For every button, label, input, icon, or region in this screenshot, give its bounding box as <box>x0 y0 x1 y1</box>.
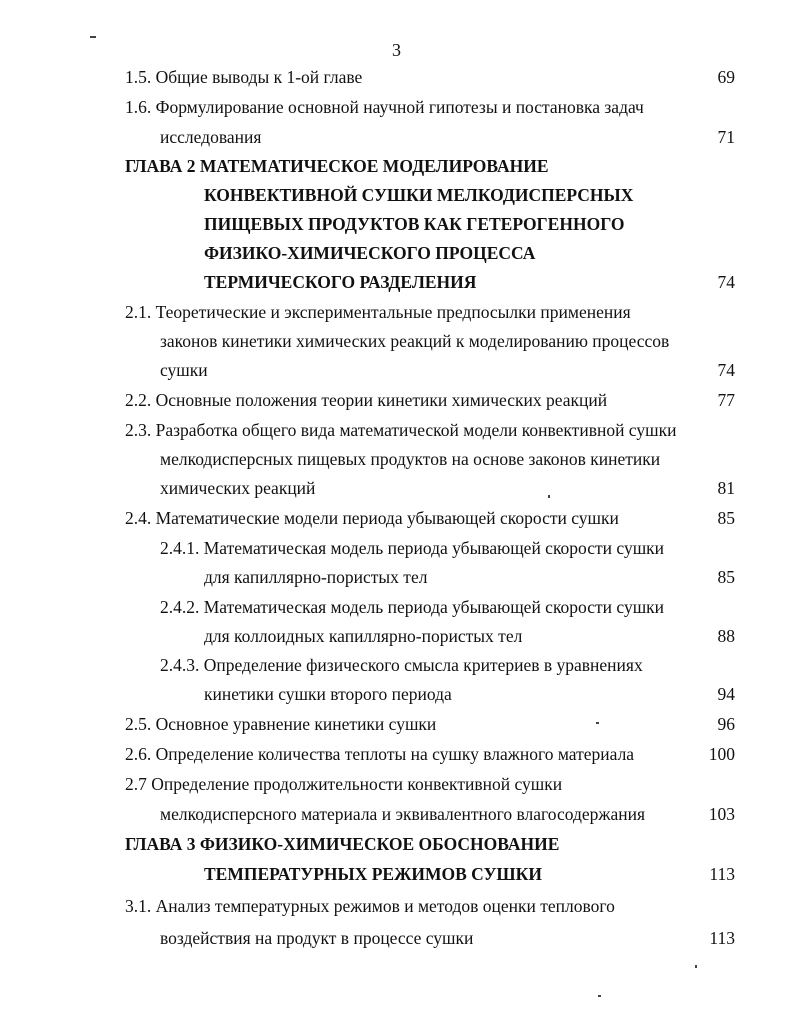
toc-entry-2-4: 2.4. Математические модели периода убывающей скорости сушки <box>125 508 619 528</box>
toc-entry-2-4-3-line1: 2.4.3. Определение физического смысла критериев в уравнениях <box>160 655 643 675</box>
chapter-3-title-line1: ГЛАВА 3 ФИЗИКО-ХИМИЧЕСКОЕ ОБОСНОВАНИЕ <box>125 834 560 854</box>
toc-page-2-2: 77 <box>717 390 735 410</box>
scan-speck <box>596 722 599 724</box>
toc-page-1-5: 69 <box>717 67 735 87</box>
toc-page-2-3: 81 <box>717 478 735 498</box>
toc-page-2-1: 74 <box>717 360 735 380</box>
toc-page-1-6: 71 <box>717 127 735 147</box>
scan-speck <box>598 995 601 997</box>
scan-speck <box>695 965 697 968</box>
toc-page-chapter-3: 113 <box>709 864 735 884</box>
toc-entry-2-7-line1: 2.7 Определение продолжительности конвективной сушки <box>125 774 563 794</box>
toc-page-2-6: 100 <box>708 744 735 764</box>
toc-entry-2-4-3-line2: кинетики сушки второго периода <box>204 684 452 704</box>
toc-page-chapter-2: 74 <box>717 272 735 292</box>
scan-speck <box>90 36 96 38</box>
toc-entry-1-5: 1.5. Общие выводы к 1-ой главе <box>125 67 363 87</box>
chapter-2-title-line5: ТЕРМИЧЕСКОГО РАЗДЕЛЕНИЯ <box>204 272 477 292</box>
toc-entry-2-1-line1: 2.1. Теоретические и экспериментальные предпосылки применения <box>125 302 631 322</box>
toc-entry-2-7-line2: мелкодисперсного материала и эквивалентного влагосодержания <box>160 804 646 824</box>
toc-entry-1-6-line1: 1.6. Формулирование основной научной гипотезы и постановка задач <box>125 97 644 117</box>
toc-page-2-4-3: 94 <box>717 684 735 704</box>
chapter-2-title-line3: ПИЩЕВЫХ ПРОДУКТОВ КАК ГЕТЕРОГЕННОГО <box>204 214 625 234</box>
toc-entry-1-6-line2: исследования <box>160 127 262 147</box>
toc-entry-2-3-line1: 2.3. Разработка общего вида математической модели конвективной сушки <box>125 420 677 440</box>
toc-page-2-4-2: 88 <box>717 626 735 646</box>
toc-entry-2-4-2-line1: 2.4.2. Математическая модель периода убывающей скорости сушки <box>160 597 665 617</box>
toc-page-2-4: 85 <box>717 508 735 528</box>
toc-entry-3-1-line2: воздействия на продукт в процессе сушки <box>160 928 474 948</box>
toc-entry-2-4-1-line1: 2.4.1. Математическая модель периода убывающей скорости сушки <box>160 538 665 558</box>
toc-page-3-1: 113 <box>709 928 735 948</box>
chapter-2-title-line1: ГЛАВА 2 МАТЕМАТИЧЕСКОЕ МОДЕЛИРОВАНИЕ <box>125 156 549 176</box>
toc-entry-2-1-line2: законов кинетики химических реакций к моделированию процессов <box>160 331 670 351</box>
chapter-2-title-line4: ФИЗИКО-ХИМИЧЕСКОГО ПРОЦЕССА <box>204 243 536 263</box>
toc-entry-2-6: 2.6. Определение количества теплоты на сушку влажного материала <box>125 744 635 764</box>
toc-entry-2-4-1-line2: для капиллярно-пористых тел <box>204 567 428 587</box>
toc-entry-2-2: 2.2. Основные положения теории кинетики химических реакций <box>125 390 608 410</box>
toc-entry-2-5: 2.5. Основное уравнение кинетики сушки <box>125 714 437 734</box>
toc-entry-3-1-line1: 3.1. Анализ температурных режимов и методов оценки теплового <box>125 896 615 916</box>
toc-entry-2-4-2-line2: для коллоидных капиллярно-пористых тел <box>204 626 523 646</box>
chapter-3-title-line2: ТЕМПЕРАТУРНЫХ РЕЖИМОВ СУШКИ <box>204 864 542 884</box>
toc-entry-2-1-line3: сушки <box>160 360 208 380</box>
toc-page-2-5: 96 <box>717 714 735 734</box>
toc-page-2-4-1: 85 <box>717 567 735 587</box>
scan-speck <box>548 495 550 498</box>
toc-entry-2-3-line3: химических реакций <box>160 478 316 498</box>
toc-entry-2-3-line2: мелкодисперсных пищевых продуктов на основе законов кинетики <box>160 449 661 469</box>
page-number: 3 <box>392 40 401 60</box>
chapter-2-title-line2: КОНВЕКТИВНОЙ СУШКИ МЕЛКОДИСПЕРСНЫХ <box>204 185 634 205</box>
toc-page-2-7: 103 <box>708 804 735 824</box>
